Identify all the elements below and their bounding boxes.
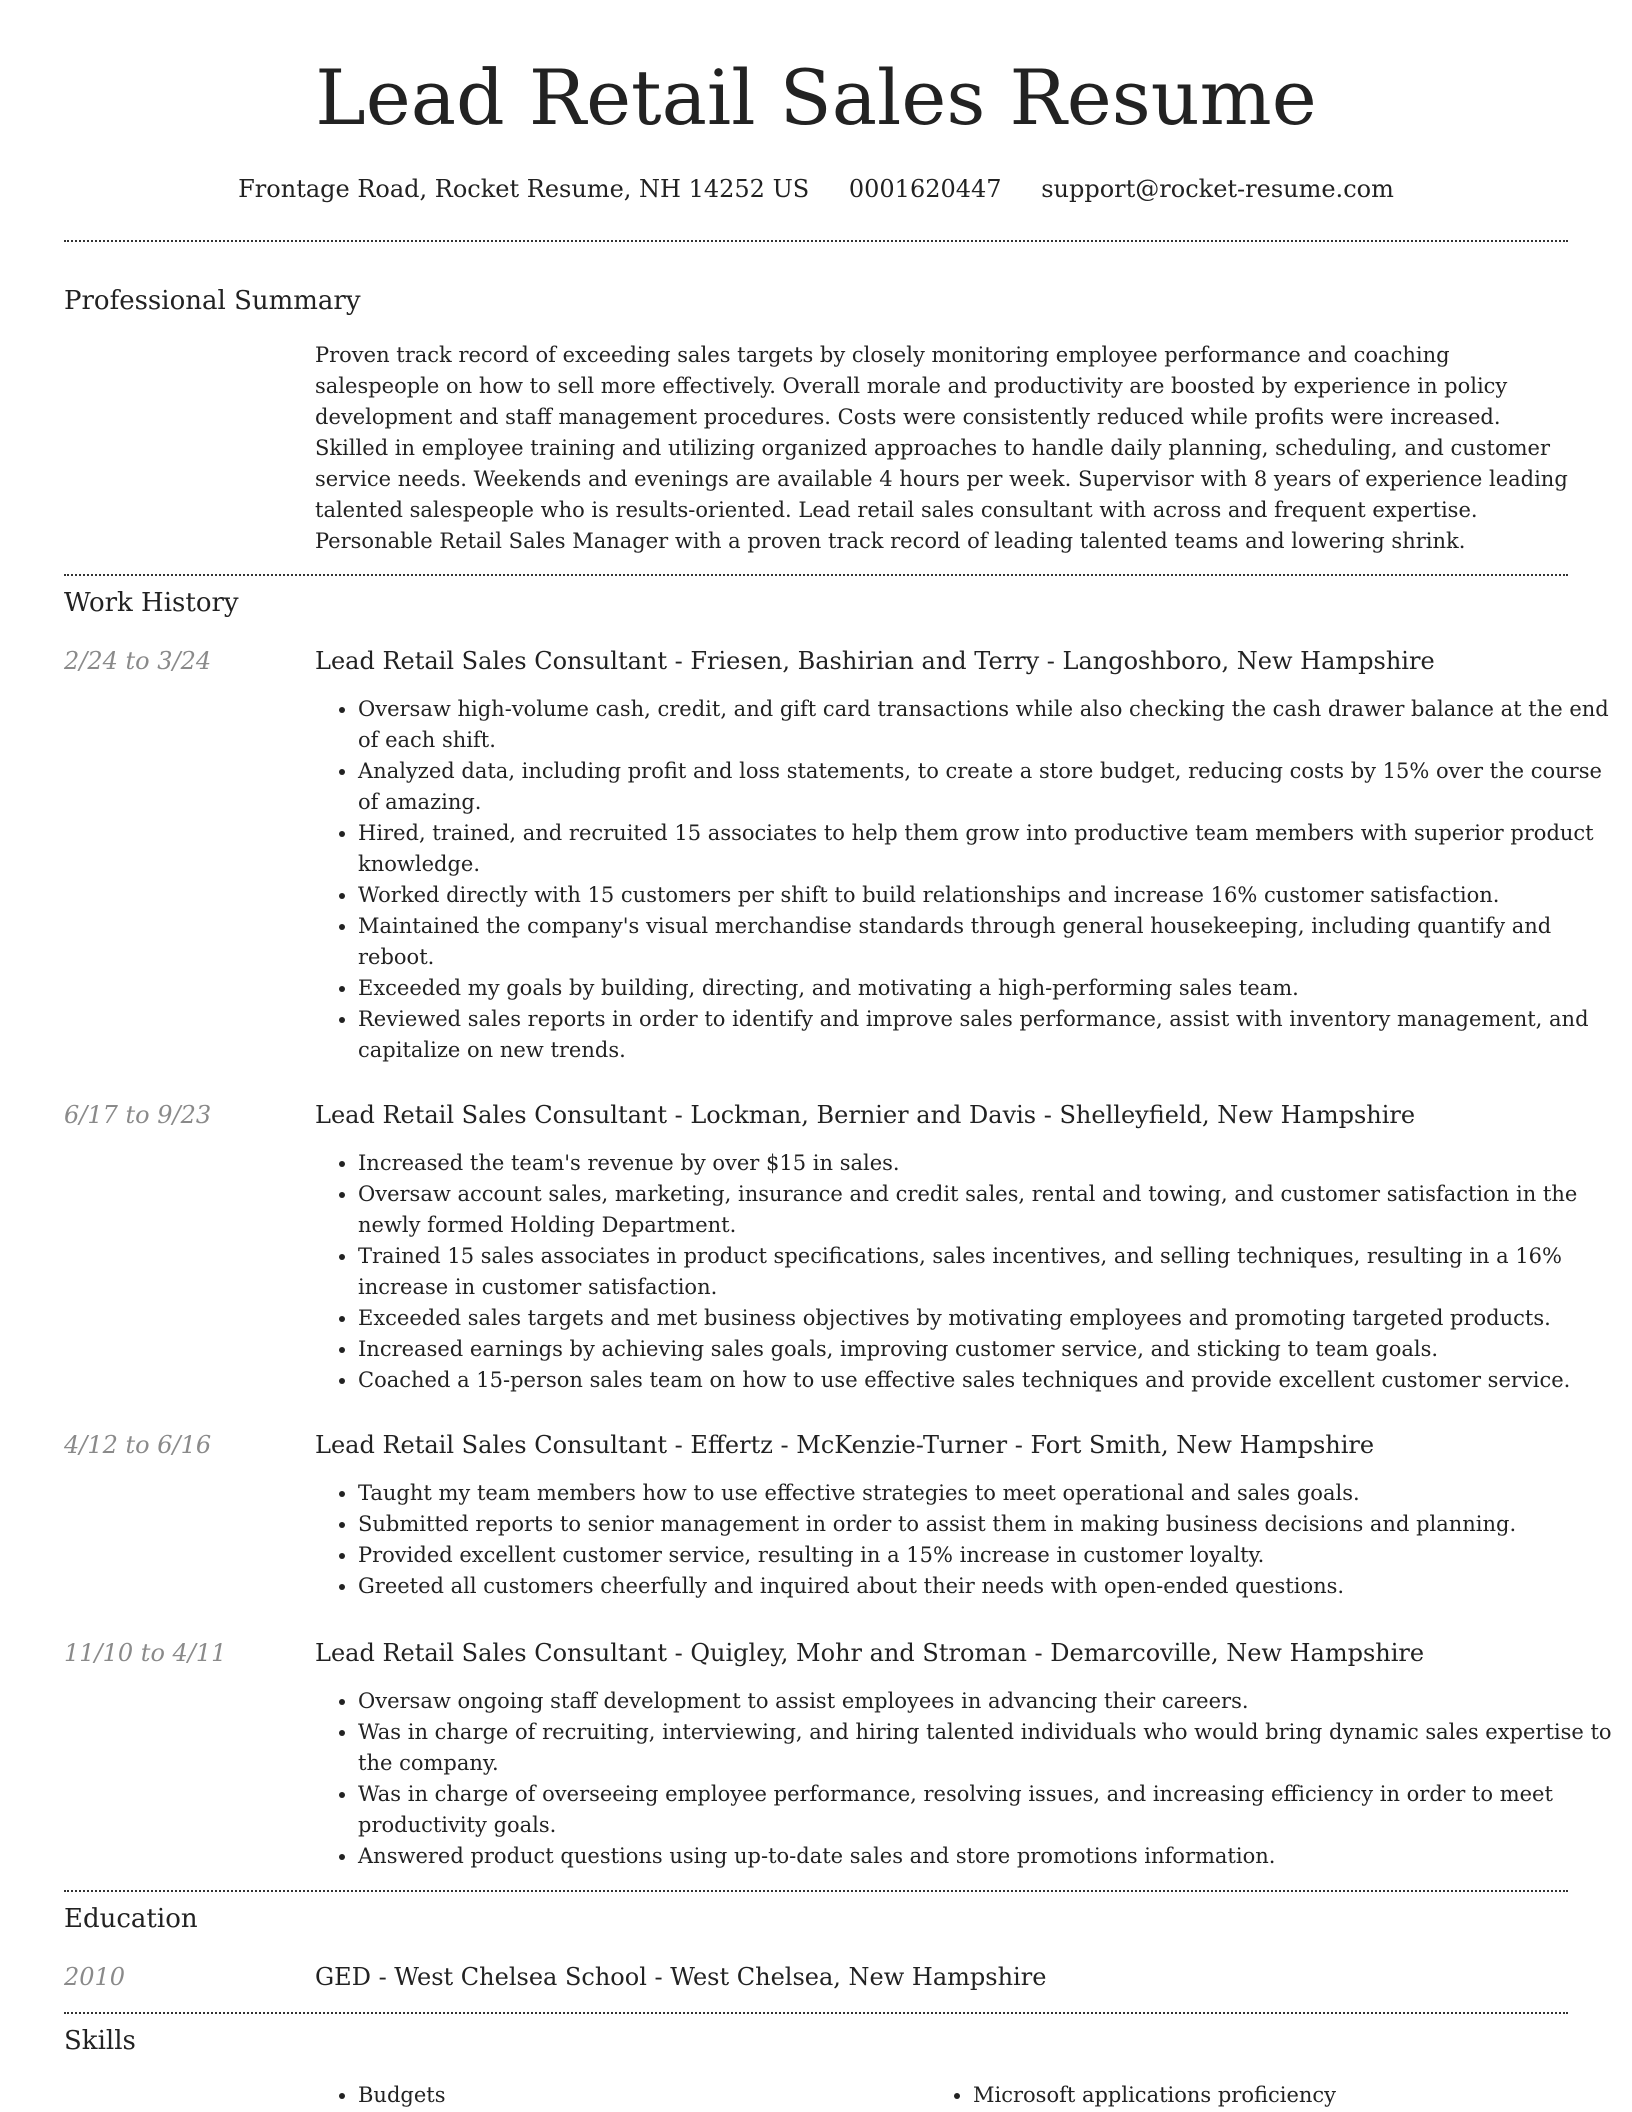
job-dates: 4/12 to 6/16 xyxy=(64,1431,212,1459)
job-bullet: • Trained 15 sales associates in product specifications, sales incentives, and selling techniques, resulting in a 16% increase in customer satisfaction. xyxy=(358,1241,1613,1303)
contact-phone: 0001620447 xyxy=(848,175,1002,203)
job-bullet: • Was in charge of overseeing employee performance, resolving issues, and increasing efficiency in order to meet productivity goals. xyxy=(358,1779,1613,1841)
job-title: Lead Retail Sales Consultant - Quigley, Mohr and Stroman - Demarcoville, New Hampshire xyxy=(315,1639,1425,1667)
section-heading-education: Education xyxy=(64,1904,198,1934)
job-bullet: • Was in charge of recruiting, interviewing, and hiring talented individuals who would bring dynamic sales expertise to the company. xyxy=(358,1717,1613,1779)
contact-email[interactable]: support@rocket-resume.com xyxy=(1041,175,1394,203)
job-bullet: • Maintained the company's visual merchandise standards through general housekeeping, including quantify and reboot. xyxy=(358,911,1613,973)
education-year: 2010 xyxy=(64,1963,126,1991)
divider xyxy=(64,1890,1568,1892)
job-bullet: • Provided excellent customer service, resulting in a 15% increase in customer loyalty. xyxy=(358,1540,1613,1571)
skills-list-left xyxy=(315,2080,446,2111)
contact-address: Frontage Road, Rocket Resume, NH 14252 US xyxy=(238,175,810,203)
divider xyxy=(64,2012,1568,2014)
job-bullet-list xyxy=(315,1148,1613,1396)
job-bullet: • Exceeded my goals by building, directing, and motivating a high-performing sales team. xyxy=(358,973,1613,1004)
job-bullet: • Increased earnings by achieving sales goals, improving customer service, and sticking to team goals. xyxy=(358,1334,1613,1365)
job-bullet: • Greeted all customers cheerfully and inquired about their needs with open-ended questions. xyxy=(358,1571,1613,1602)
job-title: Lead Retail Sales Consultant - Friesen, Bashirian and Terry - Langoshboro, New Hampshire xyxy=(315,647,1435,675)
skill-item: • Budgets xyxy=(358,2080,446,2111)
job-bullet: • Oversaw ongoing staff development to assist employees in advancing their careers. xyxy=(358,1686,1613,1717)
job-bullet: • Increased the team's revenue by over $15 in sales. xyxy=(358,1148,1613,1179)
job-title: Lead Retail Sales Consultant - Effertz - McKenzie-Turner - Fort Smith, New Hampshire xyxy=(315,1431,1375,1459)
job-bullet-list xyxy=(315,694,1613,1066)
section-heading-skills: Skills xyxy=(64,2026,136,2056)
job-bullet: • Submitted reports to senior management in order to assist them in making business decisions and planning. xyxy=(358,1509,1613,1540)
job-bullet: • Worked directly with 15 customers per shift to build relationships and increase 16% customer satisfaction. xyxy=(358,880,1613,911)
job-dates: 2/24 to 3/24 xyxy=(64,647,212,675)
job-dates: 11/10 to 4/11 xyxy=(64,1639,227,1667)
job-bullet: • Reviewed sales reports in order to identify and improve sales performance, assist with inventory management, and capitalize on new trends. xyxy=(358,1004,1613,1066)
contact-line xyxy=(0,172,1632,206)
section-heading-summary: Professional Summary xyxy=(64,286,361,316)
divider xyxy=(64,574,1568,576)
resume-title: Lead Retail Sales Resume xyxy=(315,53,1317,142)
job-bullet-list xyxy=(315,1686,1613,1872)
job-bullet: • Oversaw high-volume cash, credit, and gift card transactions while also checking the cash drawer balance at the end of each shift. xyxy=(358,694,1613,756)
job-bullet: • Analyzed data, including profit and loss statements, to create a store budget, reducing costs by 15% over the course of amazing. xyxy=(358,756,1613,818)
job-bullet: • Coached a 15-person sales team on how to use effective sales techniques and provide excellent customer service. xyxy=(358,1365,1613,1396)
job-bullet: • Exceeded sales targets and met business objectives by motivating employees and promoting targeted products. xyxy=(358,1303,1613,1334)
section-heading-work-history: Work History xyxy=(64,588,239,618)
job-bullet: • Hired, trained, and recruited 15 associates to help them grow into productive team members with superior product knowledge. xyxy=(358,818,1613,880)
job-dates: 6/17 to 9/23 xyxy=(64,1101,212,1129)
skill-item: • Microsoft applications proficiency xyxy=(973,2080,1336,2111)
skills-list-right xyxy=(930,2080,1336,2111)
divider xyxy=(64,240,1568,242)
job-bullet: • Oversaw account sales, marketing, insurance and credit sales, rental and towing, and customer satisfaction in the newly formed Holding Department. xyxy=(358,1179,1613,1241)
job-bullet: • Answered product questions using up-to-date sales and store promotions information. xyxy=(358,1841,1613,1872)
job-bullet: • Taught my team members how to use effective strategies to meet operational and sales goals. xyxy=(358,1478,1613,1509)
summary-text: Proven track record of exceeding sales targets by closely monitoring employee performance and coaching salespeople on how to sell more effectively. Overall morale and productivity are boosted by experience in policy development and staff management procedures. Costs were consistently reduced while profits were increased. Skilled in employee training and utilizing organized approaches to handle daily planning, scheduling, and customer service needs. Weekends and evenings are available 4 hours per week. Supervisor with 8 years of experience leading talented salespeople who is results-oriented. Lead retail sales consultant with across and frequent expertise. Personable Retail Sales Manager with a proven track record of leading talented teams and lowering shrink. xyxy=(315,343,1568,553)
job-title: Lead Retail Sales Consultant - Lockman, Bernier and Davis - Shelleyfield, New Hampshire xyxy=(315,1101,1416,1129)
education-entry: GED - West Chelsea School - West Chelsea, New Hampshire xyxy=(315,1963,1047,1991)
job-bullet-list xyxy=(315,1478,1613,1602)
